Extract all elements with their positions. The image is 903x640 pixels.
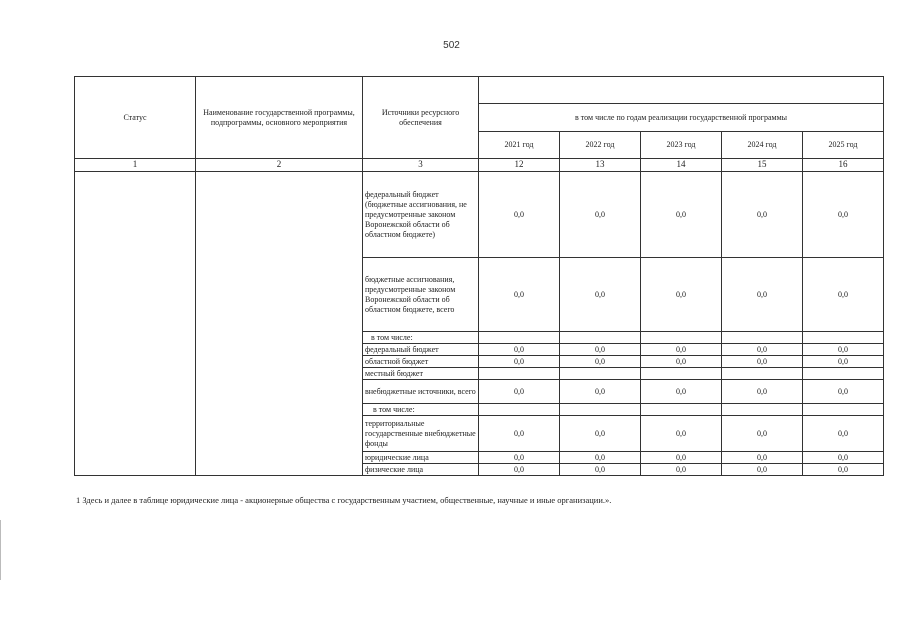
footnote: 1 Здесь и далее в таблице юридические лица - акционерные общества с государственным участием, общественные, научные и иные организации.».: [76, 495, 612, 505]
value-cell: 0,0: [560, 380, 641, 404]
value-cell: 0,0: [641, 172, 722, 258]
value-cell: 0,0: [722, 380, 803, 404]
value-cell: 0,0: [560, 172, 641, 258]
value-cell: 0,0: [479, 172, 560, 258]
value-cell: 0,0: [641, 416, 722, 452]
source-cell: федеральный бюджет: [363, 344, 479, 356]
value-cell: 0,0: [641, 344, 722, 356]
scan-edge-mark: [0, 520, 1, 580]
column-number: 2: [196, 159, 363, 172]
value-cell: [479, 368, 560, 380]
source-cell: территориальные государственные внебюджетные фонды: [363, 416, 479, 452]
header-year: 2024 год: [722, 132, 803, 159]
value-cell: [641, 368, 722, 380]
value-cell: 0,0: [479, 416, 560, 452]
source-cell: бюджетные ассигнования, предусмотренные законом Воронежской области об областном бюджете, всего: [363, 258, 479, 332]
value-cell: 0,0: [803, 416, 884, 452]
value-cell: 0,0: [803, 464, 884, 476]
header-year: 2023 год: [641, 132, 722, 159]
value-cell: 0,0: [560, 258, 641, 332]
source-cell: юридические лица: [363, 452, 479, 464]
header-by-years: в том числе по годам реализации государственной программы: [479, 104, 884, 132]
column-number: 14: [641, 159, 722, 172]
value-cell: 0,0: [641, 464, 722, 476]
value-cell: 0,0: [560, 356, 641, 368]
header-program-name: Наименование государственной программы, подпрограммы, основного мероприятия: [196, 77, 363, 159]
value-cell: 0,0: [560, 464, 641, 476]
column-number: 16: [803, 159, 884, 172]
value-cell: 0,0: [560, 416, 641, 452]
column-number: 13: [560, 159, 641, 172]
header-blank-cell: [479, 77, 884, 104]
value-cell: [560, 404, 641, 416]
program-name-cell: [196, 172, 363, 476]
page-number: 502: [443, 40, 460, 51]
source-cell: в том числе:: [363, 404, 479, 416]
source-cell: внебюджетные источники, всего: [363, 380, 479, 404]
value-cell: 0,0: [641, 452, 722, 464]
value-cell: [803, 404, 884, 416]
value-cell: [560, 332, 641, 344]
value-cell: 0,0: [479, 258, 560, 332]
column-number: 3: [363, 159, 479, 172]
value-cell: 0,0: [722, 344, 803, 356]
source-cell: физические лица: [363, 464, 479, 476]
source-cell: местный бюджет: [363, 368, 479, 380]
value-cell: 0,0: [560, 344, 641, 356]
column-number: 15: [722, 159, 803, 172]
value-cell: [479, 332, 560, 344]
value-cell: 0,0: [479, 464, 560, 476]
header-year: 2022 год: [560, 132, 641, 159]
value-cell: 0,0: [641, 356, 722, 368]
header-status: Статус: [75, 77, 196, 159]
value-cell: 0,0: [803, 258, 884, 332]
column-number: 12: [479, 159, 560, 172]
value-cell: 0,0: [803, 356, 884, 368]
column-number: 1: [75, 159, 196, 172]
source-cell: федеральный бюджет (бюджетные ассигнования, не предусмотренные законом Воронежской области об областном бюджете): [363, 172, 479, 258]
value-cell: 0,0: [803, 380, 884, 404]
value-cell: [641, 404, 722, 416]
value-cell: [803, 368, 884, 380]
header-year: 2021 год: [479, 132, 560, 159]
value-cell: 0,0: [479, 380, 560, 404]
value-cell: [560, 368, 641, 380]
value-cell: 0,0: [641, 380, 722, 404]
source-cell: областной бюджет: [363, 356, 479, 368]
header-year: 2025 год: [803, 132, 884, 159]
value-cell: 0,0: [479, 452, 560, 464]
value-cell: [722, 368, 803, 380]
value-cell: 0,0: [479, 356, 560, 368]
value-cell: 0,0: [722, 258, 803, 332]
value-cell: [803, 332, 884, 344]
value-cell: [641, 332, 722, 344]
value-cell: 0,0: [641, 258, 722, 332]
value-cell: [722, 404, 803, 416]
budget-table: [74, 76, 884, 476]
value-cell: 0,0: [803, 172, 884, 258]
value-cell: [722, 332, 803, 344]
value-cell: 0,0: [803, 452, 884, 464]
value-cell: 0,0: [479, 344, 560, 356]
source-cell: в том числе:: [363, 332, 479, 344]
value-cell: [479, 404, 560, 416]
value-cell: 0,0: [722, 452, 803, 464]
value-cell: 0,0: [722, 356, 803, 368]
value-cell: 0,0: [560, 452, 641, 464]
value-cell: 0,0: [803, 344, 884, 356]
value-cell: 0,0: [722, 416, 803, 452]
header-sources: Источники ресурсного обеспечения: [363, 77, 479, 159]
status-cell: [75, 172, 196, 476]
value-cell: 0,0: [722, 172, 803, 258]
value-cell: 0,0: [722, 464, 803, 476]
